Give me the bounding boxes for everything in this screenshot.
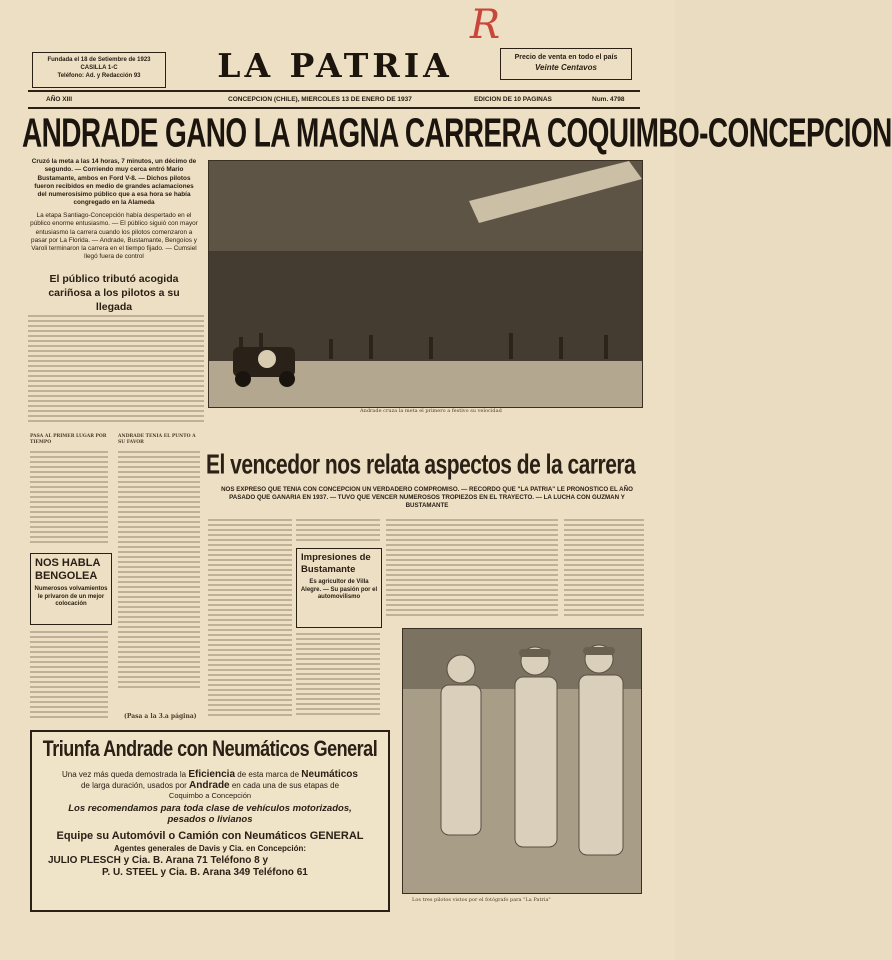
dateline-bar bbox=[28, 93, 640, 105]
ad-line1-d: Neumáticos bbox=[301, 769, 358, 780]
ad-line2-b: Andrade bbox=[189, 780, 230, 791]
ad-line2-c: en cada una de sus etapas de bbox=[231, 781, 340, 790]
photo-caption-top: Andrade cruza la meta el primero a festivo su velocidad bbox=[360, 408, 502, 414]
ad-line1 bbox=[32, 769, 388, 780]
lead-second-text: La etapa Santiago-Concepción había despertado en el público enorme entusiasmo. — El público siguió con mayor entusiasmo la carrera cuando los pilotos comenzaron a pasar por La Florida. — Andrade, Bustamante, Bengoíos y Varoli terminaron la carrera en el tiempo fijado. — Cumsiel llegó fuera de control bbox=[30, 212, 198, 261]
impressions-title: Impresiones de Bustamante bbox=[301, 552, 371, 575]
subhead-public: El público tributó acogida cariñosa a los pilotos a su llegada bbox=[48, 273, 180, 313]
price-box bbox=[500, 48, 632, 80]
body-col-6 bbox=[564, 516, 644, 624]
general-tires-ad bbox=[30, 730, 390, 912]
lead-text: Cruzó la meta a las 14 horas, 7 minutos, un décimo de segundo. — Corriendo muy cerca entró Mario Bustamante, ambos en Ford V-8. — Dichos pilotos fueron recibidos en medio de grandes aclamaciones del numerosísimo público que a esa hora se había congregado en la Alameda bbox=[31, 158, 197, 207]
issue-number: Num. 4798 bbox=[592, 96, 625, 103]
edition-label: EDICION DE 10 PAGINAS bbox=[474, 96, 552, 103]
dateline-rule bbox=[28, 107, 640, 109]
body-col-4 bbox=[296, 516, 380, 546]
main-headline: ANDRADE GANO LA MAGNA CARRERA COQUIMBO-CONCEPCION bbox=[22, 110, 892, 155]
place-date: CONCEPCION (CHILE), MIERCOLES 13 DE ENERO DE 1937 bbox=[228, 96, 412, 103]
impressions-sub: Es agricultor de Villa Alegre. — Su pasión por el automovilismo bbox=[300, 579, 378, 600]
masthead-rule bbox=[28, 90, 640, 92]
photo-caption-bottom: Los tres pilotos vistos por el fotógrafo para "La Patria" bbox=[412, 897, 551, 903]
pilots-illustration bbox=[403, 629, 641, 893]
founded-line2: CASILLA 1-C bbox=[80, 65, 118, 71]
body-col-mid bbox=[118, 448, 200, 710]
ad-line6: Agentes generales de Davis y Cia. en Concepción: bbox=[113, 844, 307, 853]
race-finish-photo bbox=[208, 160, 643, 408]
body-col-left-2 bbox=[30, 628, 108, 728]
price-line1: Precio de venta en todo el país bbox=[514, 54, 618, 61]
body-col-5 bbox=[386, 516, 558, 624]
deck-2: NOS EXPRESO QUE TENIA CON CONCEPCION UN VERDADERO COMPROMISO. — RECORDO QUE "LA PATRIA" LE PRONOSTICO EL AÑO PASADO QUE GANARIA EN 1937. — TUVO QUE VENCER NUMEROSOS TROPIEZOS EN EL TRAYECTO. — LA LUCHA CON GUZMAN Y BUSTAMANTE bbox=[221, 486, 633, 509]
col-head-mid: ANDRADE TENIA EL PUNTO A SU FAVOR bbox=[118, 434, 196, 445]
ad-line1-c: de esta marca de bbox=[237, 770, 300, 779]
body-col-4b bbox=[296, 630, 380, 726]
handwritten-mark: R bbox=[470, 2, 501, 48]
bengolea-box bbox=[30, 553, 112, 625]
body-col-3 bbox=[208, 516, 292, 726]
year-label: AÑO XIII bbox=[46, 96, 73, 103]
ad-line3: Coquimbo a Concepción bbox=[168, 791, 252, 800]
ad-line2 bbox=[32, 780, 388, 791]
race-finish-illustration bbox=[209, 161, 642, 407]
founded-line1: Fundada el 18 de Setiembre de 1923 bbox=[47, 57, 151, 63]
ad-title: Triunfa Andrade con Neumáticos General bbox=[42, 736, 378, 761]
masthead-title: LA PATRIA bbox=[217, 46, 453, 85]
ad-line1-b: Eficiencia bbox=[188, 769, 236, 780]
bengolea-sub: Numerosos volvamientos le privaron de un mejor colocación bbox=[34, 586, 108, 607]
pilots-photo bbox=[402, 628, 642, 894]
ad-line4: Los recomendamos para toda clase de vehículos motorizados, pesados o livianos bbox=[68, 803, 352, 825]
col-head-left: PASA AL PRIMER LUGAR POR TIEMPO bbox=[30, 434, 107, 445]
bengolea-title: NOS HABLA BENGOLEA bbox=[35, 557, 100, 582]
body-col-left bbox=[30, 448, 108, 550]
body-text-wide bbox=[28, 312, 204, 428]
ad-line5: Equipe su Automóvil o Camión con Neumáticos GENERAL bbox=[56, 830, 364, 842]
ad-line8: P. U. STEEL y Cia. B. Arana 349 Teléfono 61 bbox=[102, 867, 308, 878]
price-line2: Veinte Centavos bbox=[535, 63, 597, 72]
founded-line3: Teléfono: Ad. y Redacción 93 bbox=[57, 73, 141, 79]
ad-line7: JULIO PLESCH y Cia. B. Arana 71 Teléfono 8 y bbox=[48, 855, 269, 866]
impressions-box bbox=[296, 548, 382, 628]
headline-2: El vencedor nos relata aspectos de la carrera bbox=[206, 450, 636, 480]
founded-box bbox=[32, 52, 166, 88]
ad-line2-a: de larga duración, usados por bbox=[80, 781, 187, 790]
continue-note: (Pasa a la 3.a página) bbox=[124, 713, 197, 720]
ad-line1-a: Una vez más queda demostrada la bbox=[62, 770, 187, 779]
